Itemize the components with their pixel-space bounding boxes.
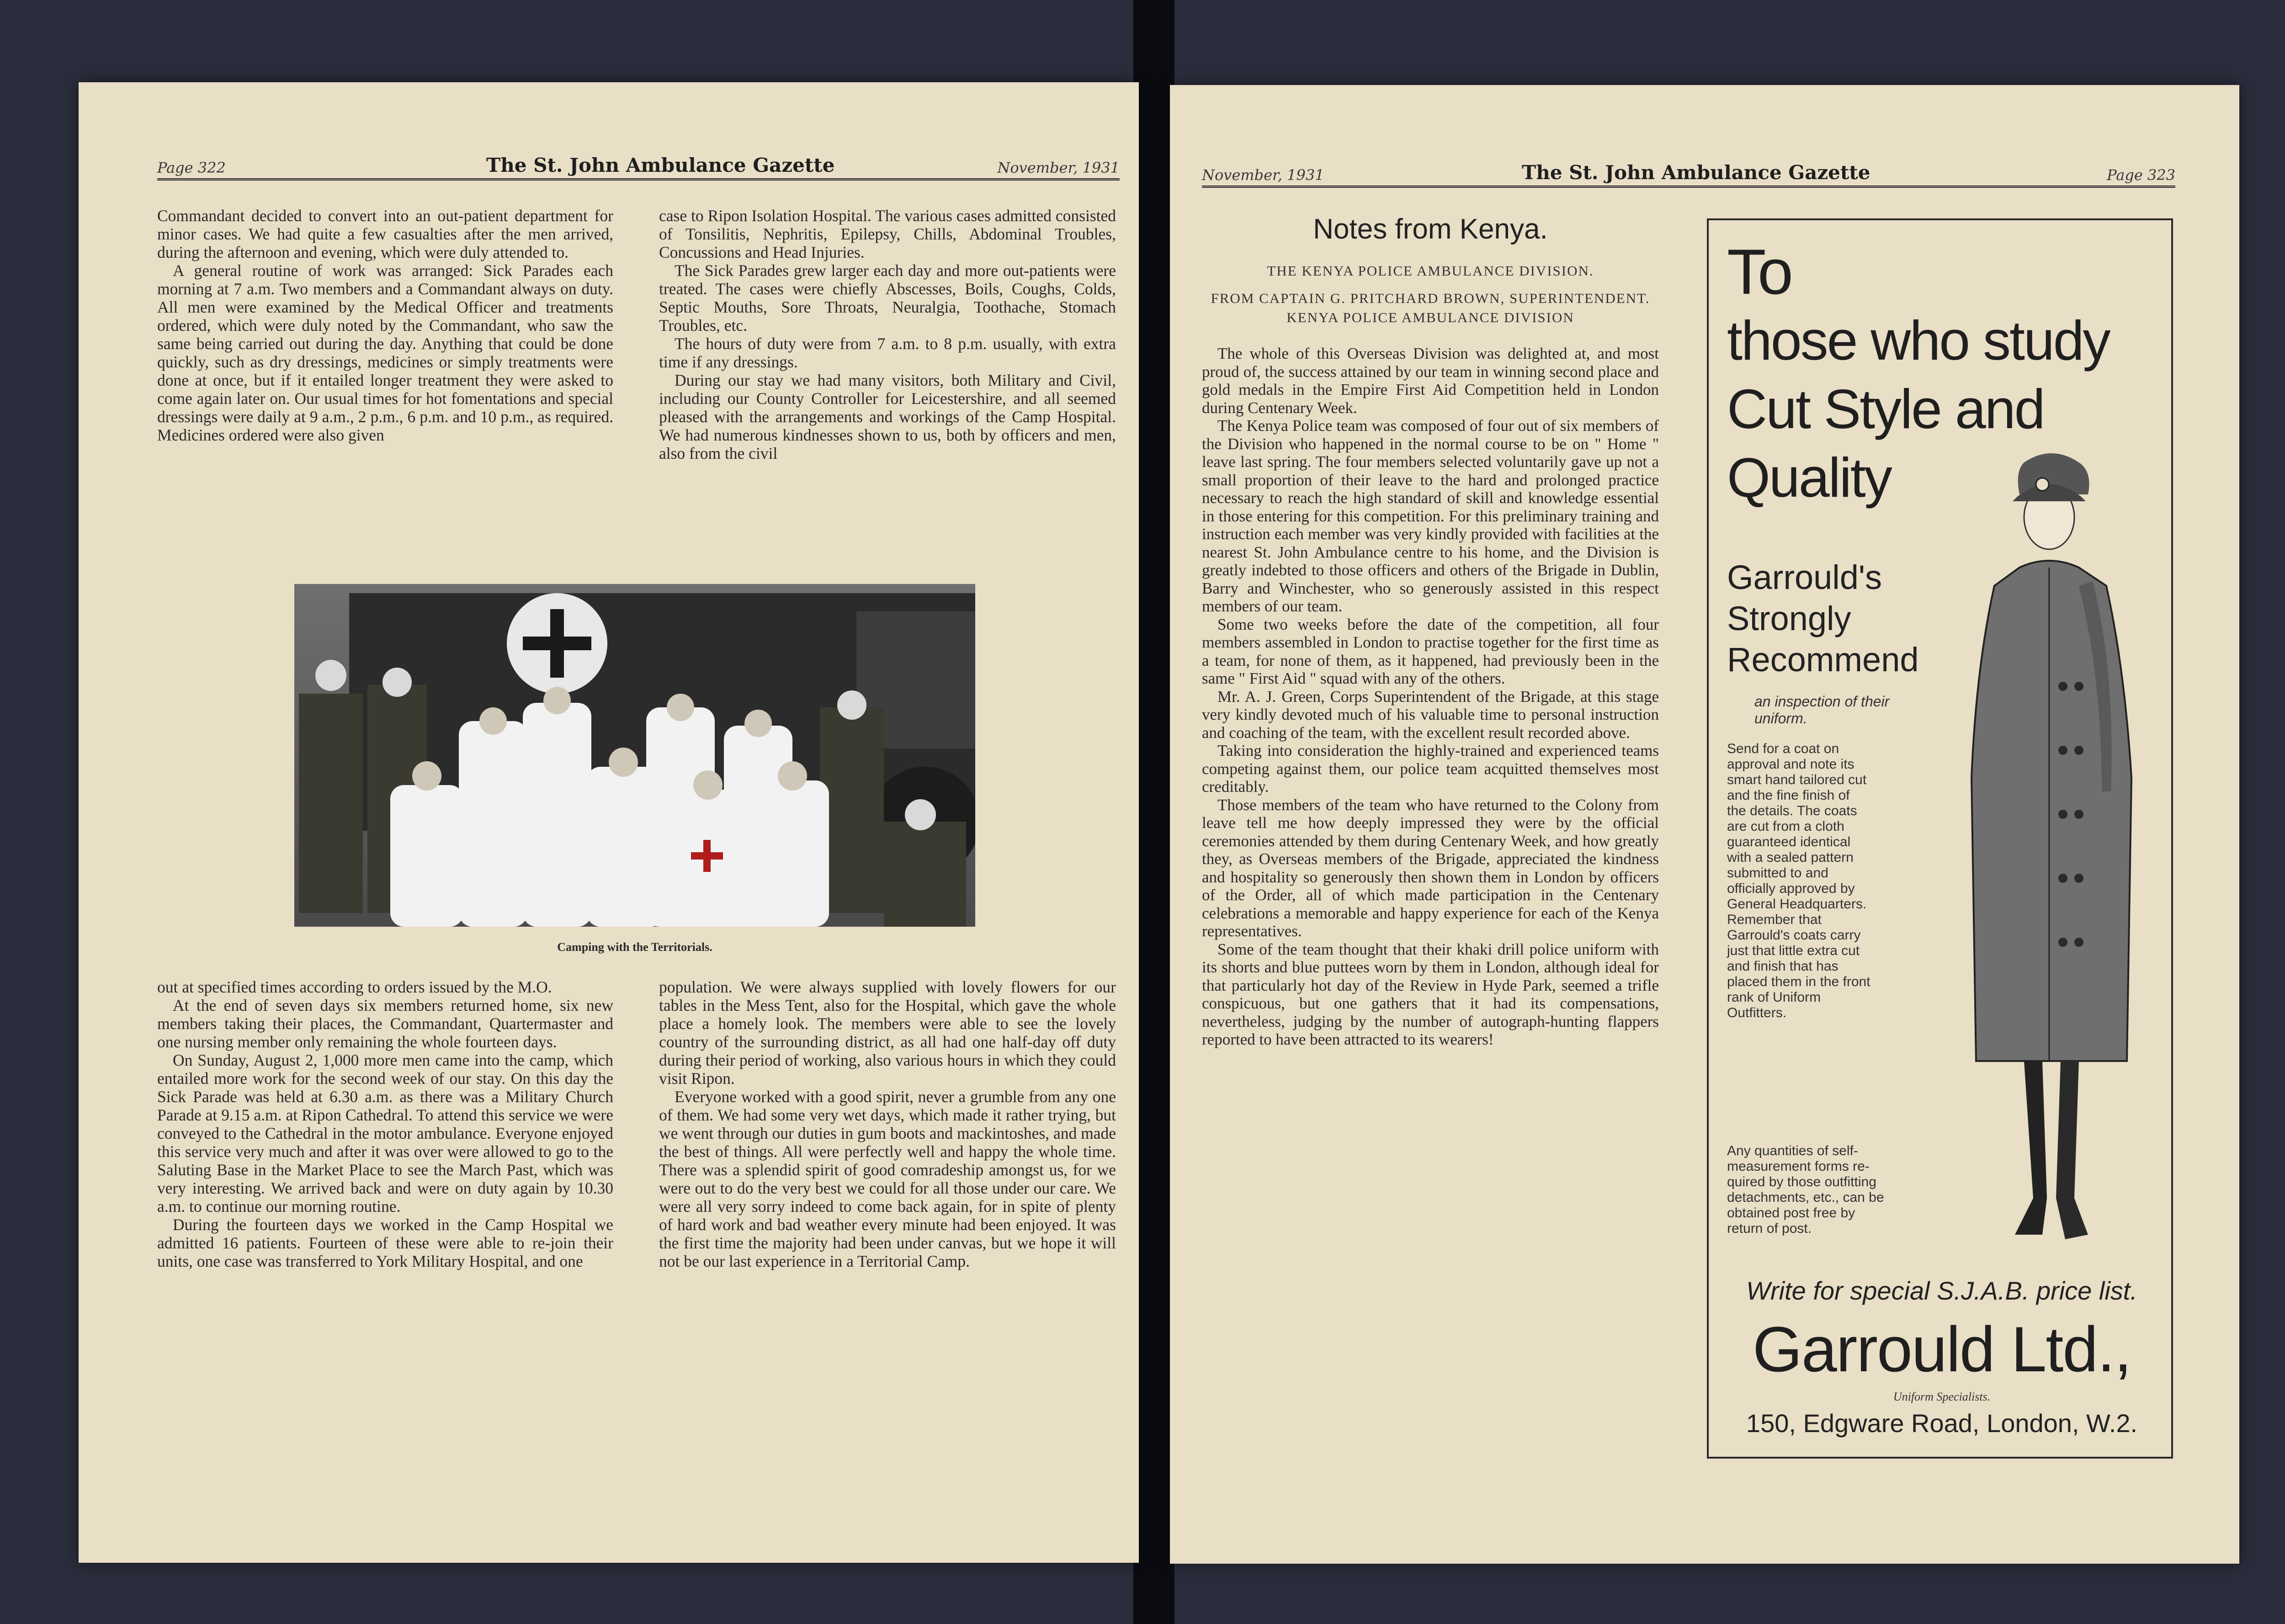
ad-headline-line4: Quality: [1727, 446, 1891, 509]
ad-line: approval and note its: [1727, 757, 1855, 772]
ad-line: Garrould's coats carry: [1727, 928, 1861, 943]
ad-firm-name: Garrould Ltd.,: [1753, 1313, 2131, 1385]
photo-image: [294, 584, 975, 927]
ad-brand-line3: Recommend: [1727, 641, 1919, 679]
paragraph: The whole of this Overseas Division was delighted at, and most proud of, the success attained by our team in winning second place and gold medals in the Empire First Aid Competition held in London during Centenary Week.: [1202, 345, 1659, 417]
ad-invite-line2: uniform.: [1754, 710, 1807, 727]
ad-line: rank of Uniform: [1727, 990, 1821, 1005]
ad-line: return of post.: [1727, 1221, 1812, 1236]
ad-line: Send for a coat on: [1727, 741, 1839, 756]
ad-line: smart hand tailored cut: [1727, 772, 1867, 787]
ad-line: detachments, etc., can be: [1727, 1190, 1884, 1205]
ad-line: measurement forms re-: [1727, 1159, 1870, 1174]
paragraph: Everyone worked with a good spirit, never a grumble from any one of them. We had some very wet days, which made it rather trying, but we went through our duties in gum boots and mackintoshes, and made the best of things. All were perfectly well and happy the whole time. There was a splendid spirit of good comradeship amongst us, for we were out to do the very best we could for all those under our care. We were all very sorry indeed to come back again, for in spite of plenty of hard work and bad weather every minute had been enjoyed. It was the first time the majority had been under canvas, but we hope it will not be our last experience in a Territorial Camp.: [659, 1088, 1116, 1270]
paragraph: The hours of duty were from 7 a.m. to 8 p.m. usually, with extra time if any dressings.: [659, 334, 1116, 371]
ad-line: placed them in the front: [1727, 974, 1871, 989]
ad-line: guaranteed identical: [1727, 834, 1851, 849]
ad-invite-line1: an inspection of their: [1754, 693, 1890, 710]
right-page-number: Page 323: [2107, 166, 2175, 184]
right-masthead: The St. John Ambulance Gazette: [1522, 161, 1871, 184]
article-byline: FROM CAPTAIN G. PRITCHARD BROWN, SUPERINTENDENT. KENYA POLICE AMBULANCE DIVISION: [1211, 290, 1650, 325]
right-page: [1170, 85, 2239, 1564]
ad-line: the details. The coats: [1727, 803, 1857, 818]
paragraph: The Kenya Police team was composed of four out of six members of the Division who happened in the normal course to be on " Home " leave last spring. The four members selected voluntarily gave up not a small proportion of their leave to the hard and prolonged practice necessary to reach the high standard of skill and knowledge essential in those entering for this competition. For this preliminary training and instruction each member was very kindly provided with facilities at the nearest St. John Ambulance centre to his home, and the Division is greatly indebted to those officers and others of the Brigade in Dublin, Barry and Winchester, who so generously assisted in this respect members of our team.: [1202, 417, 1659, 615]
left-col1-top: [157, 207, 613, 444]
ad-brand-line1: Garrould's: [1727, 558, 1882, 596]
ad-line: General Headquarters.: [1727, 897, 1867, 912]
paragraph: During our stay we had many visitors, both Military and Civil, including our County Controller for Leicestershire, and all seemed pleased with the arrangements and workings of the Camp Hospital. We had numerous kindnesses shown to us, both by officers and men, also from the civil: [659, 371, 1116, 462]
paragraph: During the fourteen days we worked in the Camp Hospital we admitted 16 patients. Fourteen of these were able to re-join their units, one case was transferred to York Military Hospital, and one: [157, 1215, 613, 1270]
left-col1-bottom: [157, 978, 613, 1270]
ad-forms-text: [1727, 1143, 1933, 1237]
left-page: [79, 82, 1139, 1563]
book-spine: [1133, 0, 1174, 1624]
left-header: [157, 151, 1120, 180]
paragraph: out at specified times according to orders issued by the M.O.: [157, 978, 552, 996]
camp-photograph: [294, 584, 975, 927]
photo-caption: Camping with the Territorials.: [557, 940, 712, 954]
paragraph: A general routine of work was arranged: Sick Parades each morning at 7 a.m. Two members and a Commandant always on duty. All men were examined by the Medical Officer and treatments ordered, which were duly noted by the Commandant, who saw the same being carried out during the day. Anything that could be done quickly, such as dry dressings, medicines or simply treatments were done at once, but if it entailed longer treatment they were asked to come again later on. Our usual times for hot fomentations and special dressings were daily at 9 a.m., 2 p.m., 6 p.m. and 10 p.m., as required. Medicines ordered were also given: [157, 261, 613, 444]
ad-body-text: [1727, 741, 1919, 1021]
paragraph: population. We were always supplied with lovely flowers for our tables in the Mess Tent, also for the Hospital, which gave the whole place a homely look. The members were able to see the lovely country of the surrounding district, as all had one half-day off duty during their period of working, also various hours in which they could visit Ripon.: [659, 978, 1116, 1088]
ad-brand-line2: Strongly: [1727, 600, 1851, 637]
paragraph: case to Ripon Isolation Hospital. The various cases admitted consisted of Tonsilitis, Nephritis, Epilepsy, Chills, Abdominal Troubles, Concussions and Head Injuries.: [659, 207, 1116, 261]
garrould-advertisement: [1707, 218, 2173, 1459]
paragraph: Some of the team thought that their khaki drill police uniform with its shorts and blue puttees worn by them in London, although ideal for that particularly hot day of the Review in Hyde Park, seemed a trifle conspicuous, but one gathers that it had its compensations, nevertheless, judging by the number of autograph-hunting flappers reported to have been attracted to its wearers!: [1202, 940, 1659, 1048]
ad-line: obtained post free by: [1727, 1205, 1855, 1221]
uniformed-woman-illustration: [1928, 449, 2166, 1262]
paragraph: At the end of seven days six members returned home, six new members taking their places, the Commandant, Quartermaster and one nursing member only remaining the whole fourteen days.: [157, 996, 613, 1051]
ad-headline-line1: To: [1727, 236, 1792, 308]
ad-headline-line3: Cut Style and: [1727, 378, 2044, 440]
ad-line: quired by those outfitting: [1727, 1174, 1876, 1189]
ad-line: officially approved by: [1727, 881, 1855, 896]
left-page-number: Page 322: [157, 159, 226, 176]
ad-line: Remember that: [1727, 912, 1822, 927]
ad-line: Any quantities of self-: [1727, 1143, 1858, 1158]
paragraph: The Sick Parades grew larger each day and more out-patients were treated. The cases were chiefly Abscesses, Boils, Coughs, Colds, Septic Mouths, Sore Throats, Neuralgia, Toothache, Stomach Troubles, etc.: [659, 261, 1116, 334]
article-subtitle: THE KENYA POLICE AMBULANCE DIVISION.: [1267, 263, 1594, 279]
ad-line: and the fine finish of: [1727, 788, 1850, 803]
right-header: [1202, 158, 2175, 188]
ad-line: with a sealed pattern: [1727, 850, 1854, 865]
paragraph: Taking into consideration the highly-trained and experienced teams competing against them, our police team acquitted themselves most creditably.: [1202, 742, 1659, 796]
left-col2-top: [659, 207, 1116, 462]
paragraph: Those members of the team who have returned to the Colony from leave tell me how deeply impressed they were by the official ceremonies attended by them during Centenary Week, and how greatly they, as Overseas members of the Brigade, appreciated the kindness and hospitality so generously then shown them in London by officers of the Order, all of which made participation in the Centenary celebrations a memorable and happy experience for each of the Kenya representatives.: [1202, 796, 1659, 940]
paragraph: Mr. A. J. Green, Corps Superintendent of the Brigade, at this stage very kindly devoted much of his valuable time to personal instruction and coaching of the team, with the excellent result recorded above.: [1202, 687, 1659, 742]
paragraph: Commandant decided to convert into an out-patient department for minor cases. We had quite a few casualties after the men arrived, during the afternoon and evening, which were duly attended to.: [157, 207, 613, 261]
ad-address: 150, Edgware Road, London, W.2.: [1746, 1409, 2138, 1438]
ad-line: just that little extra cut: [1727, 943, 1860, 958]
kenya-article-body: [1202, 345, 1659, 1049]
paragraph: On Sunday, August 2, 1,000 more men came into the camp, which entailed more work for the second week of our stay. On this day the Sick Parade was held at 6.30 a.m. as there was a Military Church Parade at 9.15 a.m. at Ripon Cathedral. To attend this service we were conveyed to the Cathedral in the motor ambulance. Everyone enjoyed this service very much and after it was over were allowed to go to the Saluting Base in the Market Place to see the March Past, which was very interesting. We arrived back and were on duty again by 10.30 a.m. to continue our morning routine.: [157, 1051, 613, 1215]
ad-headline-line2: those who study: [1727, 309, 2110, 372]
ad-line: Outfitters.: [1727, 1005, 1787, 1020]
paragraph: Some two weeks before the date of the competition, all four members assembled in London to practise together for the first time as a team, for none of them, as it happened, had previously been in the same " First Aid " squad with any of the others.: [1202, 615, 1659, 687]
left-date: November, 1931: [997, 159, 1120, 176]
ad-specialists: Uniform Specialists.: [1893, 1390, 1991, 1403]
ad-line: submitted to and: [1727, 865, 1828, 881]
ad-price-list-line: Write for special S.J.A.B. price list.: [1746, 1276, 2137, 1305]
left-col2-bottom: [659, 978, 1116, 1270]
right-date: November, 1931: [1202, 166, 1324, 184]
ad-line: and finish that has: [1727, 959, 1839, 974]
left-masthead: The St. John Ambulance Gazette: [486, 154, 835, 176]
ad-line: are cut from a cloth: [1727, 819, 1844, 834]
article-title: Notes from Kenya.: [1313, 213, 1548, 245]
